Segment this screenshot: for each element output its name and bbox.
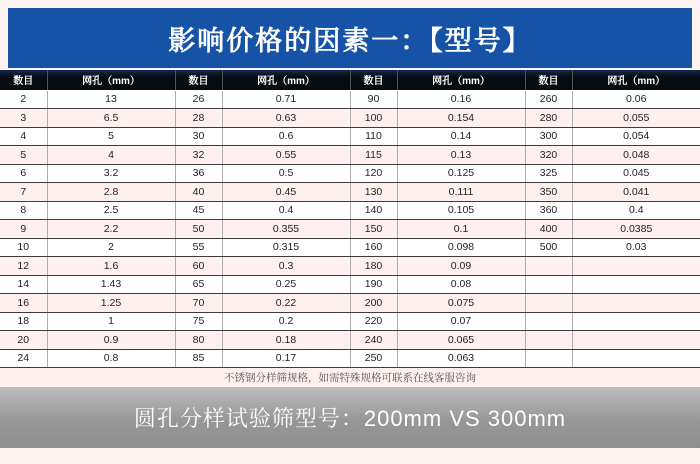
mesh-cell: 0.5 [222, 164, 350, 183]
mesh-cell: 3.2 [47, 164, 175, 183]
count-cell: 28 [175, 109, 222, 128]
count-cell: 140 [350, 201, 397, 220]
count-cell: 320 [525, 146, 572, 165]
mesh-cell: 0.06 [572, 90, 700, 109]
count-cell: 75 [175, 312, 222, 331]
count-cell: 150 [350, 220, 397, 239]
table-row [0, 331, 700, 350]
table-row [0, 294, 700, 313]
mesh-cell: 0.2 [222, 312, 350, 331]
table-row [0, 257, 700, 276]
count-cell: 26 [175, 90, 222, 109]
mesh-cell: 0.3 [222, 257, 350, 276]
count-cell: 12 [0, 257, 47, 276]
count-cell: 9 [0, 220, 47, 239]
count-cell: 200 [350, 294, 397, 313]
count-cell: 180 [350, 257, 397, 276]
mesh-cell [572, 312, 700, 331]
sieve-spec-table [0, 70, 700, 387]
col-header-count: 数目 [0, 70, 47, 90]
mesh-cell: 0.18 [222, 331, 350, 350]
table-row [0, 349, 700, 368]
count-cell: 16 [0, 294, 47, 313]
table-row [0, 127, 700, 146]
count-cell: 14 [0, 275, 47, 294]
count-cell: 24 [0, 349, 47, 368]
count-cell: 7 [0, 183, 47, 202]
mesh-cell: 0.315 [222, 238, 350, 257]
count-cell: 3 [0, 109, 47, 128]
col-header-mesh: 网孔（mm） [572, 70, 700, 90]
mesh-cell: 0.154 [397, 109, 525, 128]
count-cell: 60 [175, 257, 222, 276]
count-cell: 50 [175, 220, 222, 239]
count-cell: 360 [525, 201, 572, 220]
mesh-cell: 0.71 [222, 90, 350, 109]
mesh-cell: 0.045 [572, 164, 700, 183]
mesh-cell: 0.065 [397, 331, 525, 350]
count-cell: 80 [175, 331, 222, 350]
mesh-cell: 13 [47, 90, 175, 109]
footer-banner [0, 387, 700, 448]
mesh-cell: 0.03 [572, 238, 700, 257]
count-cell: 2 [0, 90, 47, 109]
col-header-count: 数目 [175, 70, 222, 90]
count-cell: 45 [175, 201, 222, 220]
mesh-cell: 0.16 [397, 90, 525, 109]
mesh-cell: 0.1 [397, 220, 525, 239]
mesh-cell: 0.25 [222, 275, 350, 294]
mesh-cell [572, 331, 700, 350]
mesh-cell: 0.45 [222, 183, 350, 202]
count-cell: 400 [525, 220, 572, 239]
mesh-cell: 0.08 [397, 275, 525, 294]
mesh-cell: 4 [47, 146, 175, 165]
count-cell: 280 [525, 109, 572, 128]
count-cell [525, 331, 572, 350]
mesh-cell: 0.09 [397, 257, 525, 276]
count-cell: 70 [175, 294, 222, 313]
mesh-cell: 1.43 [47, 275, 175, 294]
count-cell: 100 [350, 109, 397, 128]
table-row [0, 109, 700, 128]
mesh-cell: 0.6 [222, 127, 350, 146]
count-cell: 4 [0, 127, 47, 146]
count-cell: 130 [350, 183, 397, 202]
mesh-cell [572, 349, 700, 368]
col-header-mesh: 网孔（mm） [397, 70, 525, 90]
count-cell: 32 [175, 146, 222, 165]
mesh-cell: 0.63 [222, 109, 350, 128]
mesh-cell: 2.8 [47, 183, 175, 202]
mesh-cell: 0.075 [397, 294, 525, 313]
count-cell: 20 [0, 331, 47, 350]
table-row [0, 312, 700, 331]
mesh-cell: 0.041 [572, 183, 700, 202]
col-header-count: 数目 [350, 70, 397, 90]
note-text: 不锈钢分样筛规格，如需特殊规格可联系在线客服咨询 [0, 368, 700, 387]
page-title: 影响价格的因素一：【型号】 [168, 25, 532, 56]
table-header-row [0, 70, 700, 90]
count-cell: 10 [0, 238, 47, 257]
mesh-cell: 0.054 [572, 127, 700, 146]
mesh-cell: 0.8 [47, 349, 175, 368]
count-cell: 240 [350, 331, 397, 350]
mesh-cell: 0.4 [222, 201, 350, 220]
count-cell: 40 [175, 183, 222, 202]
mesh-cell: 0.111 [397, 183, 525, 202]
count-cell: 30 [175, 127, 222, 146]
table-row [0, 90, 700, 109]
count-cell: 250 [350, 349, 397, 368]
mesh-cell: 1.6 [47, 257, 175, 276]
mesh-cell: 0.9 [47, 331, 175, 350]
mesh-cell: 0.22 [222, 294, 350, 313]
table-row [0, 183, 700, 202]
mesh-cell: 5 [47, 127, 175, 146]
col-header-mesh: 网孔（mm） [222, 70, 350, 90]
mesh-cell [572, 257, 700, 276]
mesh-cell [572, 275, 700, 294]
title-banner [8, 8, 692, 68]
count-cell [525, 312, 572, 331]
footer-title: 圆孔分样试验筛型号：200mm VS 300mm [133, 405, 567, 431]
table-row [0, 146, 700, 165]
count-cell: 65 [175, 275, 222, 294]
table-row [0, 164, 700, 183]
count-cell: 300 [525, 127, 572, 146]
mesh-cell: 0.105 [397, 201, 525, 220]
count-cell: 110 [350, 127, 397, 146]
count-cell: 190 [350, 275, 397, 294]
mesh-cell: 0.07 [397, 312, 525, 331]
mesh-cell: 0.13 [397, 146, 525, 165]
table-row [0, 201, 700, 220]
mesh-cell: 0.17 [222, 349, 350, 368]
mesh-cell: 0.098 [397, 238, 525, 257]
count-cell: 90 [350, 90, 397, 109]
mesh-cell: 1.25 [47, 294, 175, 313]
mesh-cell: 0.125 [397, 164, 525, 183]
spec-table-body [0, 90, 700, 368]
mesh-cell: 0.048 [572, 146, 700, 165]
count-cell: 115 [350, 146, 397, 165]
count-cell: 500 [525, 238, 572, 257]
col-header-mesh: 网孔（mm） [47, 70, 175, 90]
mesh-cell: 1 [47, 312, 175, 331]
mesh-cell [572, 294, 700, 313]
count-cell: 120 [350, 164, 397, 183]
mesh-cell: 0.063 [397, 349, 525, 368]
mesh-cell: 0.0385 [572, 220, 700, 239]
table-row [0, 220, 700, 239]
count-cell: 5 [0, 146, 47, 165]
col-header-count: 数目 [525, 70, 572, 90]
mesh-cell: 6.5 [47, 109, 175, 128]
count-cell: 160 [350, 238, 397, 257]
count-cell: 325 [525, 164, 572, 183]
count-cell: 36 [175, 164, 222, 183]
count-cell [525, 257, 572, 276]
mesh-cell: 0.55 [222, 146, 350, 165]
mesh-cell: 0.4 [572, 201, 700, 220]
mesh-cell: 0.055 [572, 109, 700, 128]
mesh-cell: 0.14 [397, 127, 525, 146]
count-cell [525, 294, 572, 313]
count-cell [525, 275, 572, 294]
count-cell: 8 [0, 201, 47, 220]
mesh-cell: 0.355 [222, 220, 350, 239]
mesh-cell: 2.2 [47, 220, 175, 239]
note-row [0, 368, 700, 387]
table-row [0, 275, 700, 294]
count-cell: 6 [0, 164, 47, 183]
mesh-cell: 2 [47, 238, 175, 257]
count-cell: 220 [350, 312, 397, 331]
count-cell: 260 [525, 90, 572, 109]
mesh-cell: 2.5 [47, 201, 175, 220]
count-cell: 55 [175, 238, 222, 257]
count-cell: 85 [175, 349, 222, 368]
count-cell: 18 [0, 312, 47, 331]
count-cell: 350 [525, 183, 572, 202]
table-row [0, 238, 700, 257]
count-cell [525, 349, 572, 368]
